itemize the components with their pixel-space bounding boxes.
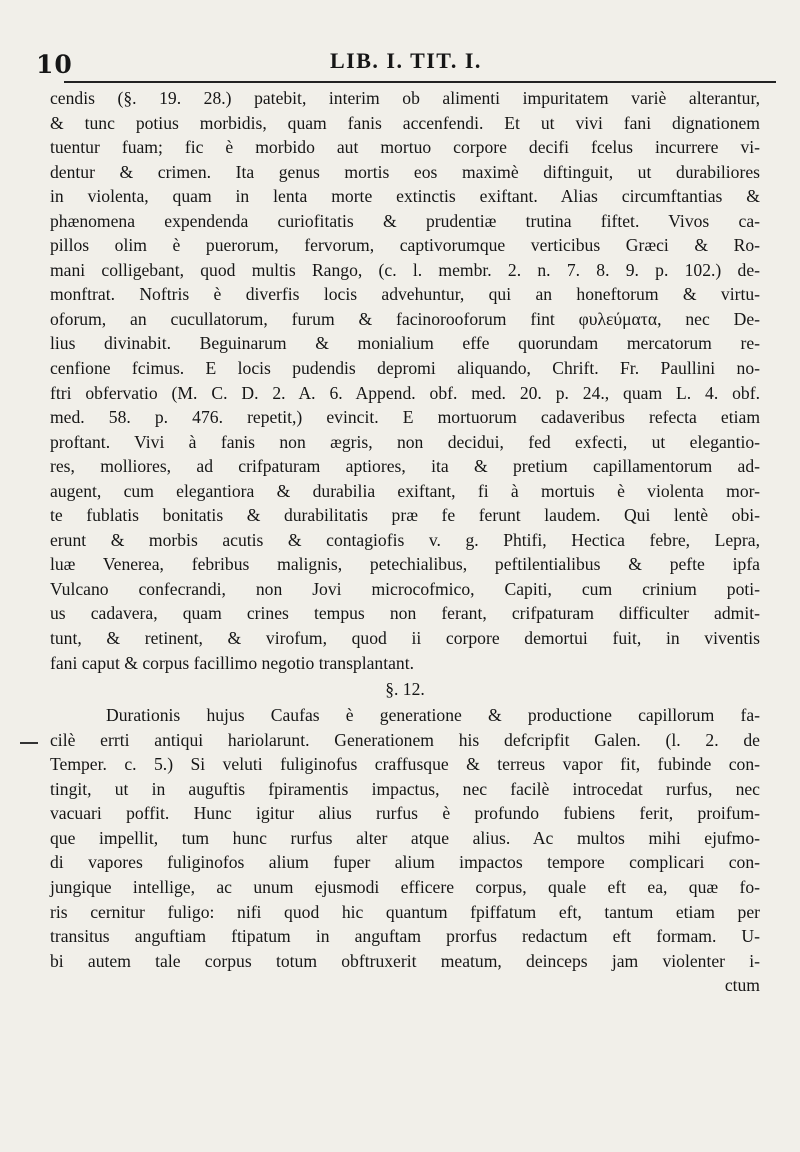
running-head: LIB. I. TIT. I. [330,48,482,73]
paragraph-2 [50,703,760,998]
text-line: augent, cum elegantiora & durabilia exiftant, fi à mortuis è violenta mor- [50,480,760,501]
text-line: cendis (§. 19. 28.) patebit, interim ob alimenti impuritatem variè alterantur, [50,88,760,108]
text-line: proftant. Vivi à fanis non ægris, non decidui, fed exfecti, ut elegantio- [50,431,760,452]
text-line: mani colligebant, quod multis Rango, (c. l. membr. 2. n. 7. 8. 9. p. 102.) de- [50,259,760,280]
text-line: que impellit, tum hunc rurfus alter atque alius. Ac multos mihi ejufmo- [50,827,760,848]
text-line: tingit, ut in auguftis fpiramentis impactus, nec facilè introcedat rurfus, nec [50,778,760,799]
margin-mark [20,742,38,744]
text-line: lius divinabit. Beguinarum & monialium effe quorundam mercatorum re- [50,333,760,354]
text-line: bi autem tale corpus totum obftruxerit meatum, deinceps jam violenter i- [50,950,760,971]
text-line: oforum, an cucullatorum, furum & facinorooforum fint φυλεύματα, nec De- [50,308,760,329]
text-line: in violenta, quam in lenta morte extinctis exiftant. Alias circumftantias & [50,186,760,207]
header-rule [64,81,776,83]
text-line: Durationis hujus Caufas è generatione & productione capillorum fa- [106,705,760,726]
text-line: res, molliores, ad crifpaturam aptiores, ita & pretium capillamentorum ad- [50,456,760,477]
text-line: cilè errti antiqui hariolarunt. Generationem his defcripfit Galen. (l. 2. de [50,729,760,750]
text-block [50,86,760,998]
page-header [0,44,800,78]
catchword: ctum [724,975,760,996]
text-line: Vulcano confecrandi, non Jovi microcofmico, Capiti, cum crinium poti- [50,578,760,599]
text-line: transitus anguftiam ftipatum in anguftam prorfus redactum eft formam. U- [50,926,760,947]
text-line: te fublatis bonitatis & durabilitatis præ fe ferunt laudem. Qui lentè obi- [50,505,760,526]
text-line: Temper. c. 5.) Si veluti fuliginofus craffusque & terreus vapor fit, fubinde con- [50,754,760,775]
page-number: 10 [36,50,73,79]
text-line: di vapores fuliginofos alium fuper alium impactos tempore complicari con- [50,852,760,873]
text-line: ftri obfervatio (M. C. D. 2. A. 6. Append. obf. med. 20. p. 24., quam L. 4. obf. [50,382,760,403]
text-line: jungique intellige, ac unum ejusmodi efficere corpus, quale eft ea, quæ fo- [50,876,760,897]
text-line: cenfione fcimus. E locis pudendis depromi aliquando, Chrift. Fr. Paullini no- [50,358,760,379]
text-line: us cadavera, quam crines tempus non ferant, crifpaturam difficulter admit- [50,603,760,624]
text-line: phænomena expendenda curiofitatis & prudentiæ trutina fiftet. Vivos ca- [50,210,760,231]
text-line: vacuari poffit. Hunc igitur alius rurfus è profundo fubiens ferit, proifum- [50,803,760,824]
text-line: tuentur fuam; fic è morbido aut mortuo corpore decifi fcelus incurrere vi- [50,137,760,158]
text-line: erunt & morbis acutis & contagiofis v. g. Phtifi, Hectica febre, Lepra, [50,529,760,550]
text-line: ris cernitur fuligo: nifi quod hic quantum fpiffatum eft, tantum etiam per [50,901,760,922]
paragraph-1 [50,86,760,675]
text-line: monftrat. Noftris è diverfis locis advehuntur, qui an honeftorum & virtu- [50,284,760,305]
text-line: luæ Venerea, febribus malignis, petechialibus, peftilentialibus & pefte ipfa [50,554,760,575]
text-line: fani caput & corpus facillimo negotio transplantant. [50,652,414,673]
text-line: tunt, & retinent, & virofum, quod ii corpore demortui fuit, in viventis [50,628,760,649]
text-line: dentur & crimen. Ita genus mortis eos maximè diftinguit, ut durabiliores [50,161,760,182]
section-heading: §. 12. [385,679,425,700]
text-line: pillos olim è puerorum, fervorum, captivorumque verticibus Græci & Ro- [50,235,760,256]
text-line: & tunc potius morbidis, quam fanis accenfendi. Et ut vivi fani dignationem [50,112,760,133]
text-line: med. 58. p. 476. repetit,) evincit. E mortuorum cadaveribus refecta etiam [50,407,760,428]
